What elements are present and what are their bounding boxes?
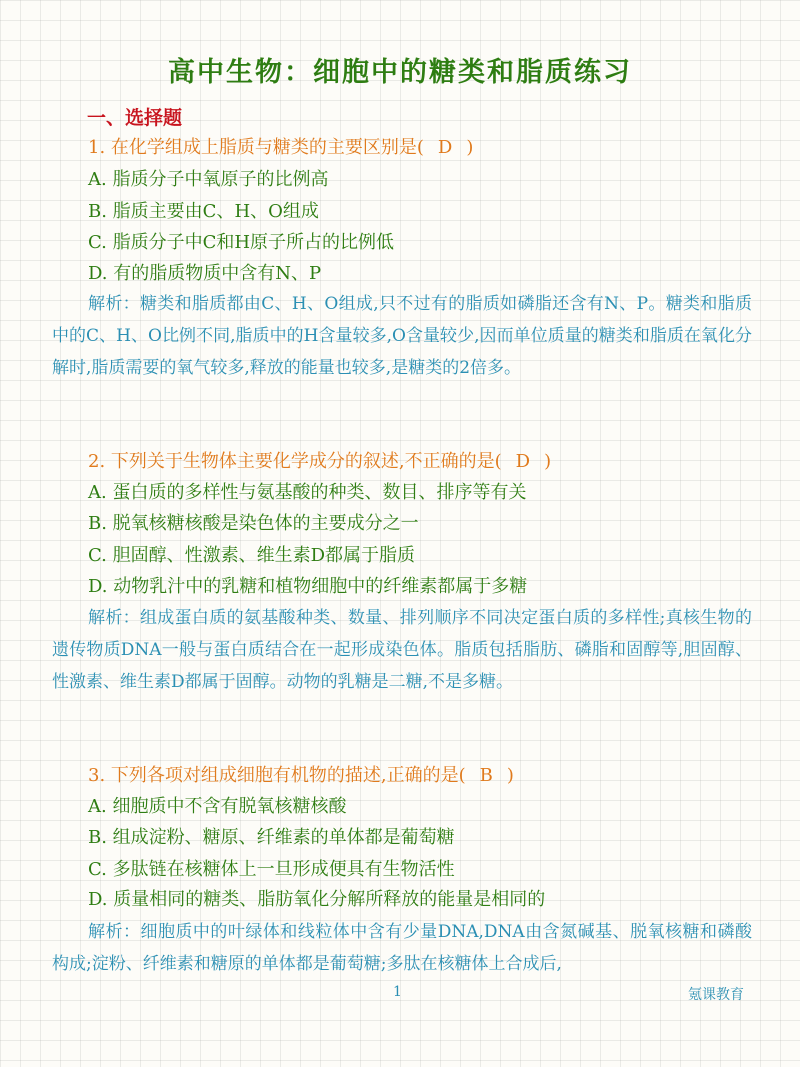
question-2-option-c: C. 胆固醇、性激素、维生素D都属于脂质	[88, 545, 416, 566]
question-3-explanation: 解析：细胞质中的叶绿体和线粒体中含有少量DNA,DNA由含氮碱基、脱氧核糖和磷酸构成;淀粉、纤维素和糖原的单体都是葡萄糖;多肽在核糖体上合成后,	[52, 922, 752, 974]
page-title: 高中生物：细胞中的糖类和脂质练习	[168, 57, 632, 88]
question-2-option-a: A. 蛋白质的多样性与氨基酸的种类、数目、排序等有关	[88, 482, 527, 503]
question-2-explanation: 解析：组成蛋白质的氨基酸种类、数量、排列顺序不同决定蛋白质的多样性;真核生物的遗传物质DNA一般与蛋白质结合在一起形成染色体。脂质包括脂肪、磷脂和固醇等,胆固醇、性激素、维生素D都属于固醇。动物的乳糖是二糖,不是多糖。	[52, 608, 752, 692]
question-3-option-d: D. 质量相同的糖类、脂肪氧化分解所释放的能量是相同的	[88, 889, 546, 910]
question-3-answer: B	[479, 765, 493, 786]
question-1-option-d: D. 有的脂质物质中含有N、P	[88, 263, 322, 284]
section-heading: 一、选择题	[87, 107, 183, 129]
brand-label: 氪课教育	[688, 987, 744, 1003]
question-2-option-d: D. 动物乳汁中的乳糖和植物细胞中的纤维素都属于多糖	[88, 576, 528, 597]
question-2-answer: D	[515, 451, 531, 472]
question-1-answer: D	[437, 137, 453, 158]
question-1-stem: 1. 在化学组成上脂质与糖类的主要区别是( D )	[88, 137, 474, 158]
question-2-option-b: B. 脱氧核糖核酸是染色体的主要成分之一	[88, 513, 419, 534]
page-number: 1	[393, 984, 402, 1000]
question-1-option-b: B. 脂质主要由C、H、O组成	[88, 201, 319, 222]
question-2-stem: 2. 下列关于生物体主要化学成分的叙述,不正确的是( D )	[88, 451, 552, 472]
question-3-option-c: C. 多肽链在核糖体上一旦形成便具有生物活性	[88, 859, 455, 880]
question-1-option-a: A. 脂质分子中氧原子的比例高	[88, 169, 329, 190]
question-3-option-b: B. 组成淀粉、糖原、纤维素的单体都是葡萄糖	[88, 827, 455, 848]
question-1-option-c: C. 脂质分子中C和H原子所占的比例低	[88, 232, 395, 253]
question-3-stem: 3. 下列各项对组成细胞有机物的描述,正确的是( B )	[88, 765, 514, 786]
question-3-option-a: A. 细胞质中不含有脱氧核糖核酸	[88, 796, 347, 817]
question-1-explanation: 解析：糖类和脂质都由C、H、O组成,只不过有的脂质如磷脂还含有N、P。糖类和脂质中的C、H、O比例不同,脂质中的H含量较多,O含量较少,因而单位质量的糖类和脂质在氧化分解时,脂质需要的氧气较多,释放的能量也较多,是糖类的2倍多。	[52, 294, 752, 378]
